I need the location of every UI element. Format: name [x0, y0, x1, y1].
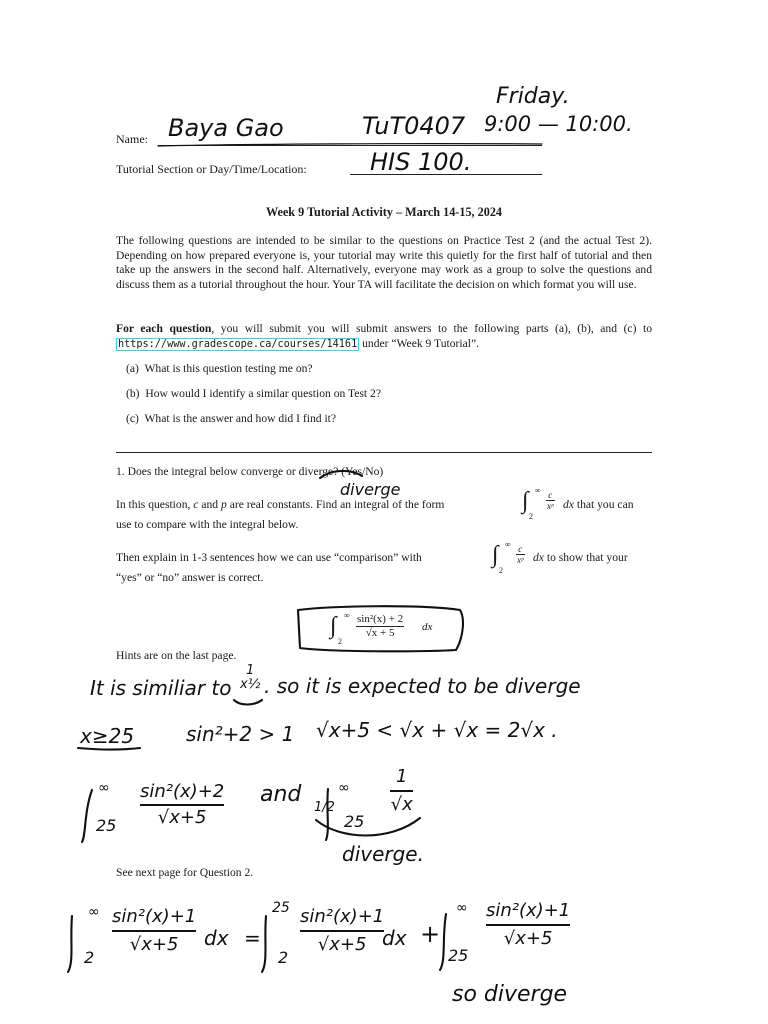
hw-bottom-frac-2: sin²(x)+1 √x+5: [300, 906, 385, 955]
hw-cmp-frac: 1 √x: [390, 766, 413, 815]
tutorial-label: Tutorial Section or Day/Time/Location:: [116, 162, 307, 176]
handwritten-diverge-1: diverge: [340, 480, 401, 499]
handwritten-section: TuT0407: [362, 112, 466, 140]
integral-sign-stroke: [440, 914, 446, 970]
hw-bottom-upper-1: ∞: [88, 904, 100, 920]
hw-diverge-2: diverge.: [342, 842, 424, 866]
see-next-page: See next page for Question 2.: [116, 866, 254, 879]
handwritten-cond-3: √x+5 < √x + √x = 2√x .: [316, 718, 558, 742]
list-item: (b) How would I identify a similar question on Test 2?: [126, 387, 381, 400]
hw-int-upper: ∞: [98, 780, 110, 796]
hw-cmp-lower: 25: [344, 812, 365, 831]
name-label: Name:: [116, 132, 148, 146]
hw-bottom-lower-1: 2: [84, 948, 95, 967]
hw-bottom-upper-3: ∞: [456, 900, 468, 916]
underline-stroke: [78, 748, 140, 750]
page-title: Week 9 Tutorial Activity – March 14-15, 2024: [265, 205, 503, 219]
submit-bold: For each question: [116, 322, 212, 335]
hw-cmp-upper: ∞: [338, 780, 350, 796]
q1-line-4a: Then explain in 1-3 sentences how we can use “comparison” with: [116, 551, 422, 564]
comparison-integral-2: ∫ ∞ 2 $\frac{c}{\text{xᵖ}}$: [492, 540, 524, 575]
hw-so-diverge: so diverge: [452, 982, 568, 1007]
handwritten-cond-1: x≥25: [80, 724, 135, 748]
handwritten-frac: 1 x½: [240, 663, 261, 692]
hw-dx-2: dx: [382, 926, 407, 950]
hw-half: 1/2: [314, 800, 335, 815]
handwritten-location: HIS 100.: [370, 148, 472, 176]
hints-text: Hints are on the last page.: [116, 649, 237, 662]
underline-stroke: [234, 700, 262, 705]
handwritten-similar: It is similiar to: [90, 676, 232, 700]
q1-line-4b: dx to show that your: [533, 551, 628, 564]
hw-bottom-frac-1: sin²(x)+1 √x+5: [112, 906, 197, 955]
hw-int-lower: 25: [96, 816, 117, 835]
box-stroke: [298, 606, 463, 651]
handwritten-time: 9:00 — 10:00.: [484, 112, 633, 136]
hw-bottom-upper-2: 25: [272, 900, 290, 916]
hw-equals: =: [244, 926, 261, 950]
submit-text-2: under “Week 9 Tutorial”.: [359, 336, 480, 350]
q1-line-3: use to compare with the integral below.: [116, 518, 299, 531]
handwritten-name: Baya Gao: [168, 114, 284, 142]
list-item: (c) What is the answer and how did I find it?: [126, 412, 337, 425]
q1-line-2b: dx that you can: [563, 498, 634, 511]
q1-line-5: “yes” or “no” answer is correct.: [116, 571, 264, 584]
intro-paragraph: The following questions are intended to be similar to the questions on Practice Test 2 (and the actual Test 2). Depending on how prepared everyone is, your tutorial may write this quietly for the first half of tutorial and then take up the answers in the second half. Alternatively, everyone may work as a group to solve the questions and discuss them as a tutorial throughout the hour. Your TA will facilitate the decision on which format you will use.: [116, 234, 652, 291]
hw-and: and: [260, 782, 302, 807]
submit-text-1: , you will submit you will submit answers to the following parts (a), (b), and (c) to: [211, 322, 653, 335]
hw-int-frac: sin²(x)+2 √x+5: [140, 781, 225, 828]
q1-line-2a: In this question, c and p are real constants. Find an integral of the form: [116, 498, 445, 511]
boxed-integral: ∫ ∞ 2 $\frac{\text{sin²(x) + 2}}{√x + 5}$ dx: [330, 611, 433, 646]
handwritten-cond-2: sin²+2 > 1: [186, 722, 295, 746]
hw-dx-1: dx: [204, 926, 229, 950]
hw-bottom-frac-3: sin²(x)+1 √x+5: [486, 900, 571, 949]
name-underline: [158, 144, 542, 146]
handwritten-day: Friday.: [496, 84, 570, 109]
hw-bottom-lower-3: 25: [448, 946, 469, 965]
integral-sign-stroke: [68, 916, 72, 972]
integral-sign-stroke: [262, 916, 266, 972]
q1-line-1: 1. Does the integral below converge or diverge? (Yes/No): [116, 465, 384, 478]
integral-sign-stroke: [82, 790, 92, 842]
list-item: (a) What is this question testing me on?: [126, 362, 313, 375]
handwritten-expected: . so it is expected to be diverge: [264, 674, 581, 698]
curve-stroke: [316, 818, 420, 836]
hw-bottom-lower-2: 2: [278, 948, 289, 967]
comparison-integral-1: ∫ ∞ 2 $\frac{c}{\text{xᵖ}}$: [522, 486, 554, 521]
brace-stroke: [320, 471, 362, 478]
hw-plus: +: [420, 920, 441, 948]
gradescope-link[interactable]: https://www.gradescope.ca/courses/14161: [118, 338, 358, 350]
